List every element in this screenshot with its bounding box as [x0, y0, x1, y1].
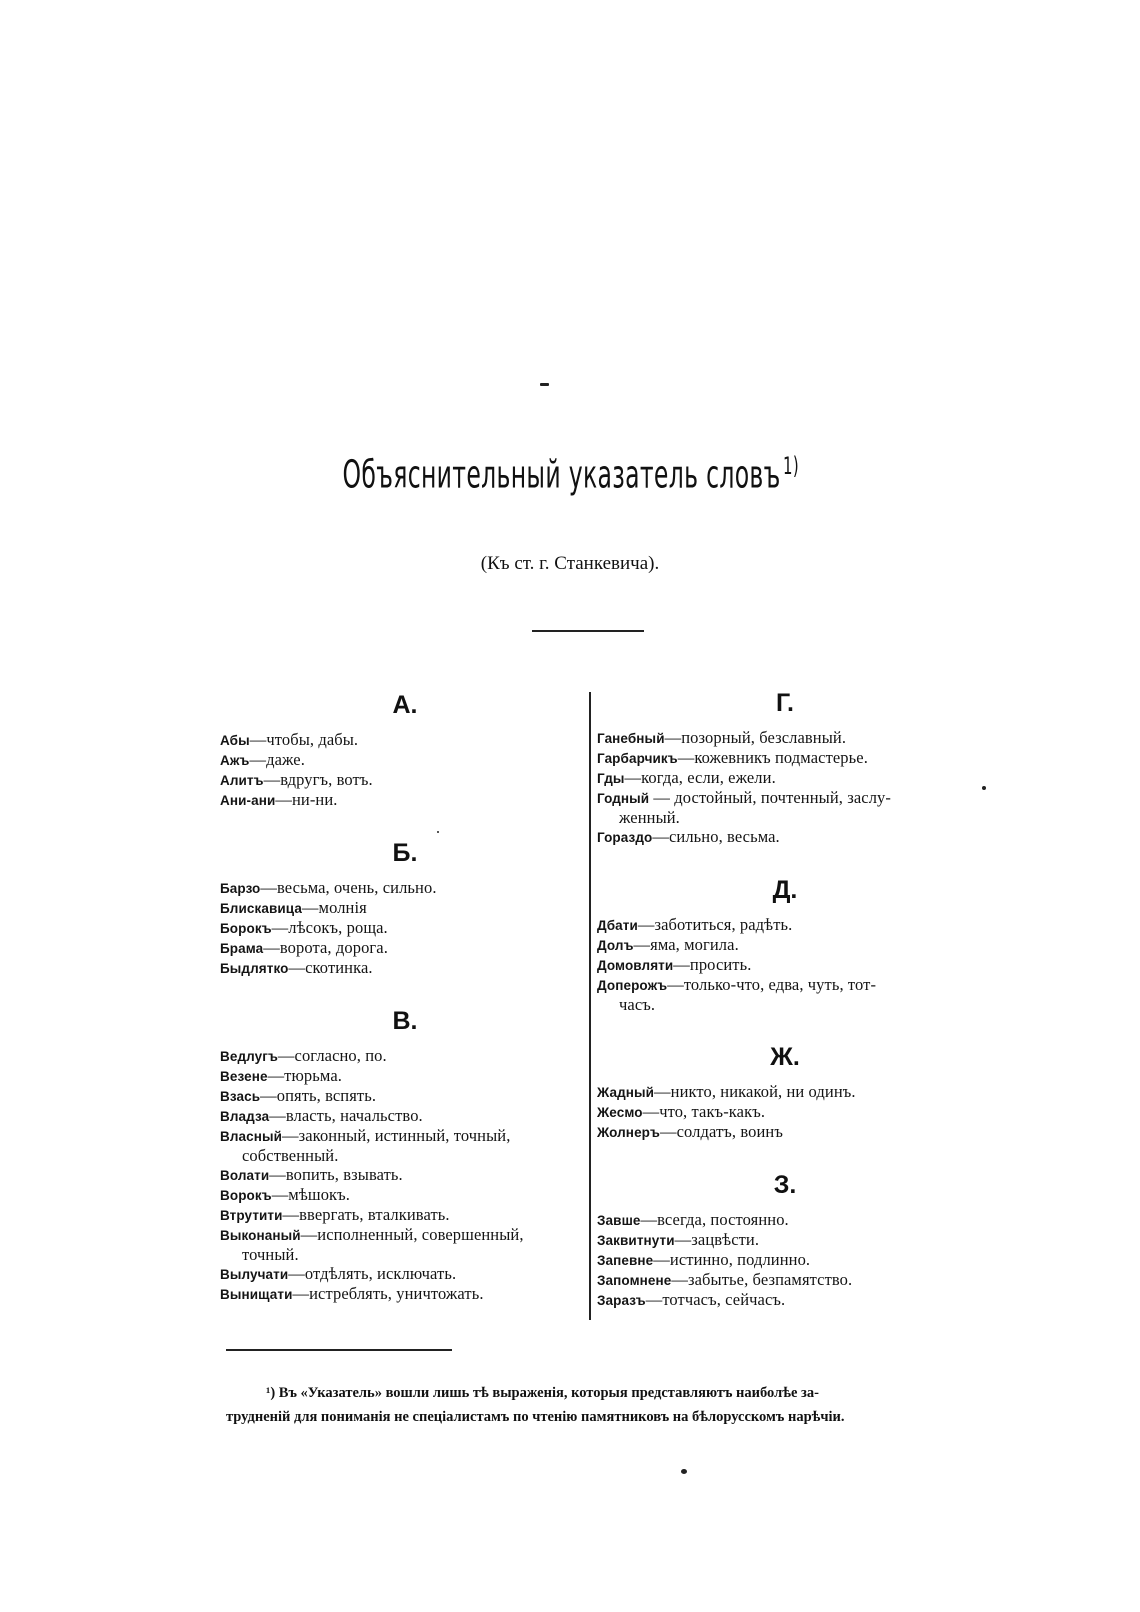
- entry-definition: вопить, взывать.: [285, 1165, 403, 1184]
- entry-headword: Владза: [220, 1109, 270, 1124]
- entry-headword: Взась: [220, 1089, 261, 1104]
- entry-headword: Ганебный: [597, 731, 665, 746]
- entry-definition: законный, истинный, точный,: [298, 1126, 511, 1145]
- entry-definition: сильно, весьма.: [668, 827, 780, 846]
- entry-dash: —: [277, 1046, 295, 1065]
- entry-dash: —: [624, 768, 642, 787]
- entry-headword: Ведлугъ: [220, 1049, 278, 1064]
- index-entry: [597, 955, 973, 975]
- entry-definition: молнія: [318, 898, 367, 917]
- entry-headword: Власный: [220, 1129, 283, 1144]
- index-entry: [220, 750, 590, 770]
- entry-definition: ворота, дорога.: [279, 938, 388, 957]
- entry-headword: Везене: [220, 1069, 268, 1084]
- entry-headword: Запевне: [597, 1253, 654, 1268]
- entry-dash: —: [288, 958, 306, 977]
- index-section: [220, 1004, 590, 1304]
- section-letter: Д.: [772, 876, 798, 904]
- entry-headword: Гарбарчикъ: [597, 751, 678, 766]
- index-section: [597, 686, 973, 847]
- entry-dash: —: [301, 898, 319, 917]
- entry-definition: даже.: [266, 750, 305, 769]
- entry-dash: —: [645, 1290, 663, 1309]
- entry-definition: согласно, по.: [294, 1046, 387, 1065]
- entry-definition: позорный, безславный.: [681, 728, 847, 747]
- scan-speck: [437, 831, 439, 833]
- entry-headword: Быдлятко: [220, 961, 289, 976]
- entry-definition: ни-ни.: [291, 790, 338, 809]
- entry-definition: заботиться, радѣть.: [654, 915, 793, 934]
- entry-dash: —: [263, 938, 280, 957]
- entry-dash: —: [249, 730, 267, 749]
- title-divider: [532, 630, 644, 632]
- section-letter: В.: [392, 1007, 418, 1035]
- entry-headword: Гораздо: [597, 830, 653, 845]
- index-entry: [597, 1210, 973, 1230]
- entry-headword: Борокъ: [220, 921, 272, 936]
- index-section: [597, 1040, 973, 1142]
- right-column: [597, 686, 973, 1336]
- entry-continuation: точный.: [242, 1245, 299, 1264]
- entry-definition: чтобы, дабы.: [266, 730, 359, 749]
- entry-dash: —: [292, 1284, 310, 1303]
- page-subtitle: (Къ ст. г. Станкевича).: [480, 553, 660, 574]
- entry-headword: Выконаный: [220, 1228, 301, 1243]
- index-entry: [597, 1082, 973, 1102]
- entry-headword: Годный: [597, 791, 650, 806]
- entry-dash: —: [649, 788, 675, 807]
- entry-continuation: собственный.: [242, 1146, 339, 1165]
- entry-headword: Вылучати: [220, 1267, 289, 1282]
- title-footnote-mark: 1): [783, 452, 799, 480]
- index-entry: [597, 827, 973, 847]
- entry-dash: —: [269, 1106, 286, 1125]
- entry-definition: всегда, постоянно.: [657, 1210, 789, 1229]
- index-entry: [220, 1205, 590, 1225]
- index-entry: [597, 748, 973, 768]
- entry-dash: —: [677, 748, 695, 767]
- entry-definition: тотчасъ, сейчасъ.: [662, 1290, 786, 1309]
- entry-dash: —: [269, 1165, 286, 1184]
- entry-continuation: часъ.: [619, 995, 656, 1014]
- footnote-line: ¹) Въ «Указатель» вошли лишь тѣ выраженія, которыя представляютъ наиболѣе за-: [266, 1385, 819, 1401]
- entry-headword: Барзо: [220, 881, 261, 896]
- entry-dash: —: [282, 1126, 299, 1145]
- entry-definition: опять, вспять.: [276, 1086, 377, 1105]
- index-entry: [220, 770, 590, 790]
- index-entry: [220, 1066, 590, 1086]
- entry-headword: Жолнеръ: [597, 1125, 660, 1140]
- entry-dash: —: [667, 975, 684, 994]
- entry-headword: Брама: [220, 941, 264, 956]
- index-section: [220, 688, 590, 810]
- index-entry: [597, 728, 973, 748]
- entry-headword: Ани-ани: [220, 793, 276, 808]
- entry-definition: просить.: [689, 955, 752, 974]
- entry-headword: Гды: [597, 771, 625, 786]
- index-section: [597, 873, 973, 1014]
- index-entry: [597, 935, 973, 955]
- index-entry: [220, 1165, 590, 1185]
- entry-dash: —: [642, 1102, 660, 1121]
- index-entry: [597, 768, 973, 788]
- entry-definition: яма, могила.: [650, 935, 739, 954]
- entry-definition: когда, если, ежели.: [641, 768, 776, 787]
- entry-headword: Завше: [597, 1213, 641, 1228]
- section-letter: Б.: [392, 839, 418, 867]
- entry-definition: забытье, безпамятство.: [688, 1270, 853, 1289]
- entry-continuation: женный.: [619, 808, 680, 827]
- entry-dash: —: [271, 1185, 289, 1204]
- scan-speck: [540, 383, 549, 386]
- index-entry: [597, 915, 973, 935]
- index-entry: [220, 878, 590, 898]
- index-section: [220, 836, 590, 978]
- entry-dash: —: [673, 955, 690, 974]
- entry-headword: Долъ: [597, 938, 634, 953]
- entry-dash: —: [275, 790, 292, 809]
- entry-headword: Заквитнути: [597, 1233, 675, 1248]
- entry-definition: ввергать, вталкивать.: [299, 1205, 450, 1224]
- entry-dash: —: [288, 1264, 305, 1283]
- entry-headword: Жесмо: [597, 1105, 643, 1120]
- entry-headword: Втрутити: [220, 1208, 283, 1223]
- entry-definition: лѣсокъ, роща.: [288, 918, 388, 937]
- section-letter: Ж.: [770, 1043, 800, 1071]
- scan-speck: [982, 786, 986, 790]
- entry-dash: —: [659, 1122, 677, 1141]
- scan-speck: [681, 1469, 687, 1474]
- entry-definition: вдругъ, вотъ.: [280, 770, 373, 789]
- index-entry: [220, 1225, 590, 1264]
- index-entry: [220, 1264, 590, 1284]
- entry-dash: —: [633, 935, 651, 954]
- entry-dash: —: [267, 1066, 285, 1085]
- entry-dash: —: [637, 915, 655, 934]
- section-letter: Г.: [776, 689, 794, 717]
- index-entry: [220, 1086, 590, 1106]
- index-entry: [220, 1046, 590, 1066]
- index-entry: [220, 1106, 590, 1126]
- entry-definition: истинно, подлинно.: [669, 1250, 811, 1269]
- entry-definition: мѣшокъ.: [288, 1185, 351, 1204]
- entry-headword: Запомнене: [597, 1273, 672, 1288]
- entry-definition: отдѣлять, исключать.: [304, 1264, 457, 1283]
- entry-dash: —: [671, 1270, 689, 1289]
- entry-dash: —: [674, 1230, 692, 1249]
- index-entry: [597, 1230, 973, 1250]
- entry-headword: Ажъ: [220, 753, 250, 768]
- index-entry: [220, 730, 590, 750]
- section-letter: А.: [392, 691, 418, 719]
- entry-headword: Жадный: [597, 1085, 655, 1100]
- entry-headword: Волати: [220, 1168, 270, 1183]
- entry-headword: Дбати: [597, 918, 638, 933]
- footnote: [226, 1381, 974, 1429]
- page-title: [217, 452, 924, 497]
- entry-definition: солдатъ, воинъ: [676, 1122, 783, 1141]
- entry-dash: —: [652, 827, 669, 846]
- entry-headword: Заразъ: [597, 1293, 646, 1308]
- index-entry: [597, 1102, 973, 1122]
- index-entry: [597, 1122, 973, 1142]
- index-entry: [220, 1185, 590, 1205]
- index-entry: [597, 1290, 973, 1310]
- index-entry: [220, 918, 590, 938]
- entry-dash: —: [653, 1250, 670, 1269]
- entry-dash: —: [260, 878, 278, 897]
- index-entry: [220, 938, 590, 958]
- section-letter: З.: [773, 1171, 797, 1199]
- entry-definition: весьма, очень, сильно.: [277, 878, 437, 897]
- index-entry: [220, 898, 590, 918]
- footnote-divider: [226, 1349, 452, 1351]
- index-entry: [597, 975, 973, 1014]
- index-entry: [220, 790, 590, 810]
- index-section: [597, 1168, 973, 1310]
- entry-headword: Абы: [220, 733, 250, 748]
- footnote-line: трудненій для пониманія не спеціалистамъ по чтенію памятниковъ на бѣлорусскомъ нарѣчіи.: [226, 1409, 845, 1425]
- entry-headword: Домовляти: [597, 958, 674, 973]
- index-entry: [220, 1126, 590, 1165]
- entry-definition: власть, начальство.: [285, 1106, 423, 1125]
- entry-definition: достойный, почтенный, заслу-: [674, 788, 891, 807]
- entry-definition: только-что, едва, чуть, тот-: [683, 975, 877, 994]
- entry-headword: Ворокъ: [220, 1188, 272, 1203]
- entry-dash: —: [249, 750, 267, 769]
- entry-definition: скотинка.: [305, 958, 373, 977]
- entry-dash: —: [282, 1205, 300, 1224]
- title-text: Объяснительный указатель словъ: [342, 452, 781, 497]
- entry-headword: Вынищати: [220, 1287, 293, 1302]
- index-entry: [220, 1284, 590, 1304]
- index-entry: [597, 1250, 973, 1270]
- entry-definition: истреблять, уничтожать.: [309, 1284, 484, 1303]
- index-entry: [220, 958, 590, 978]
- entry-dash: —: [664, 728, 682, 747]
- entry-dash: —: [640, 1210, 658, 1229]
- entry-definition: кожевникъ подмастерье.: [694, 748, 868, 767]
- entry-dash: —: [654, 1082, 671, 1101]
- entry-dash: —: [263, 770, 281, 789]
- entry-definition: исполненный, совершенный,: [317, 1225, 524, 1244]
- entry-definition: зацвѣсти.: [691, 1230, 760, 1249]
- entry-headword: Алитъ: [220, 773, 264, 788]
- entry-definition: никто, никакой, ни одинъ.: [670, 1082, 856, 1101]
- entry-dash: —: [300, 1225, 318, 1244]
- entry-dash: —: [260, 1086, 277, 1105]
- entry-definition: что, такъ-какъ.: [659, 1102, 766, 1121]
- entry-headword: Блискавица: [220, 901, 302, 916]
- entry-definition: тюрьма.: [284, 1066, 342, 1085]
- index-entry: [597, 788, 973, 827]
- entry-headword: Доперожъ: [597, 978, 668, 993]
- left-column: [220, 688, 590, 1330]
- index-entry: [597, 1270, 973, 1290]
- entry-dash: —: [271, 918, 289, 937]
